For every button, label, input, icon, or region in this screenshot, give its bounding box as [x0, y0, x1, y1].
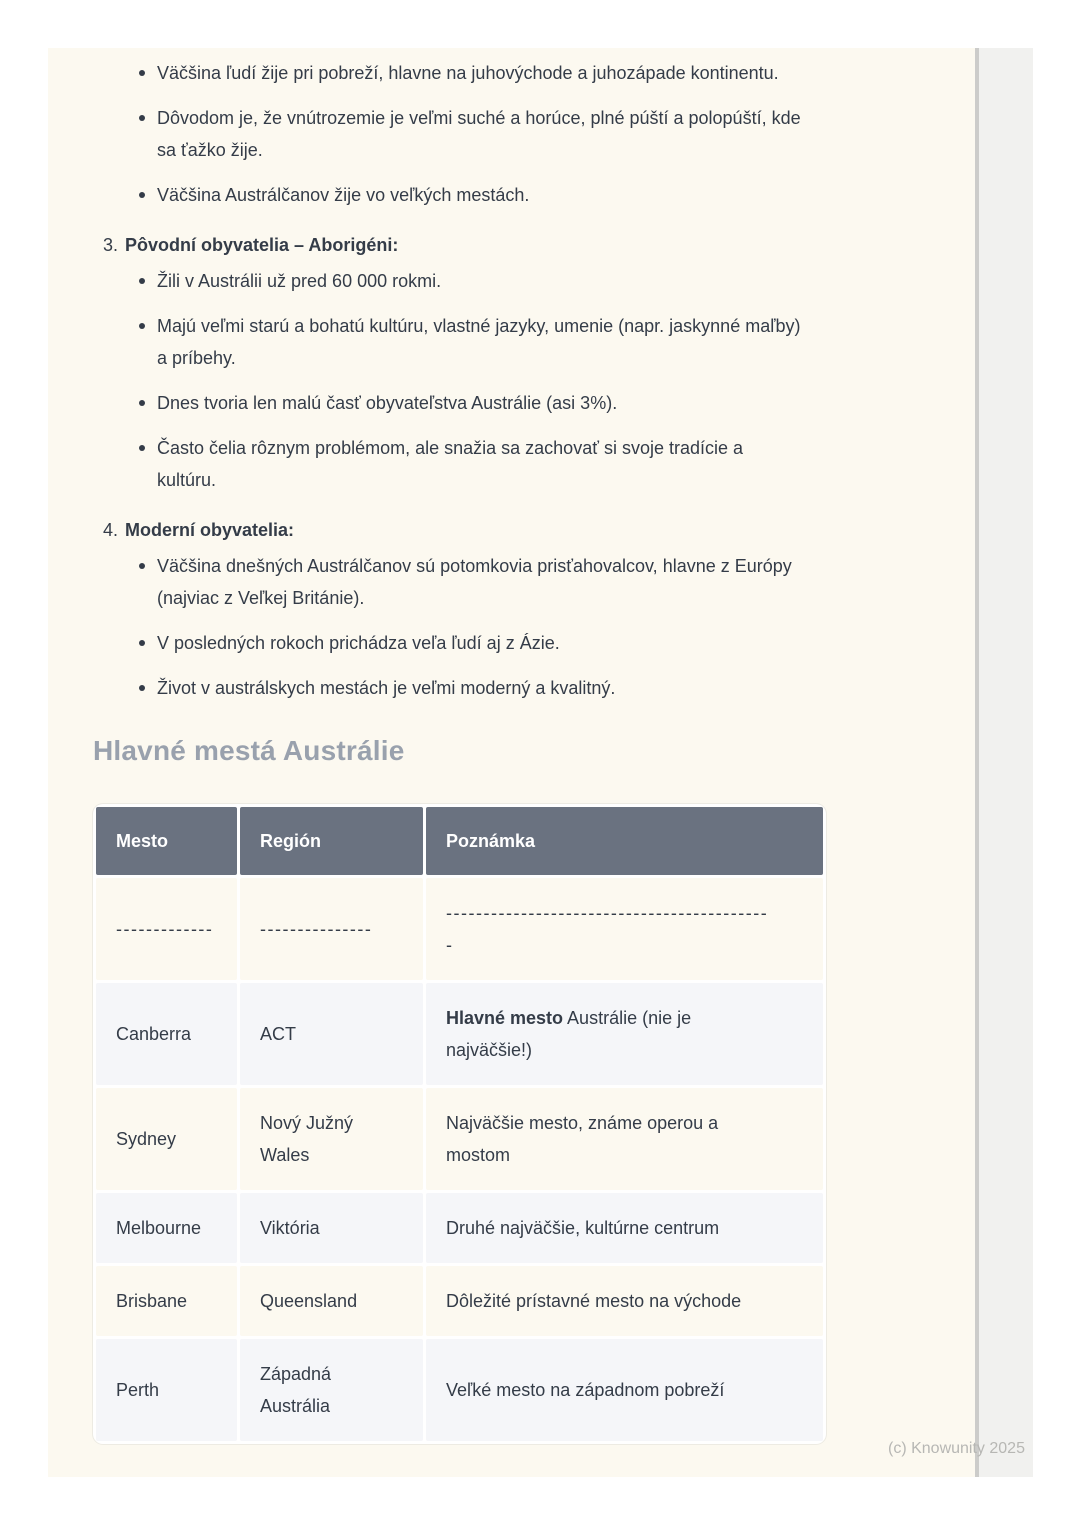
- bullet-item: [93, 57, 807, 89]
- bullet-item: [93, 310, 807, 374]
- bullet-item: [93, 432, 807, 496]
- bullet-icon: [139, 278, 145, 284]
- bullet-text: Väčšina Austrálčanov žije vo veľkých mestách.: [157, 185, 530, 205]
- bullet-icon: [139, 640, 145, 646]
- section-heading-modern: [93, 514, 930, 546]
- cell-region: Viktória: [240, 1193, 423, 1263]
- section-title: Pôvodní obyvatelia – Aborigéni:: [125, 235, 399, 255]
- section-heading-aborigines: [93, 229, 930, 261]
- section-aborigines-bullet-list: [93, 265, 807, 496]
- table-row-sydney: [96, 1088, 823, 1190]
- document-page: [48, 48, 975, 1477]
- section-modern-bullet-list: [93, 550, 807, 704]
- bullet-icon: [139, 563, 145, 569]
- bullet-text: Dnes tvoria len malú časť obyvateľstva Austrálie (asi 3%).: [157, 393, 618, 413]
- cities-heading: Hlavné mestá Austrálie: [93, 735, 405, 766]
- cell-region: ACT: [240, 983, 423, 1085]
- note-bold-text: Hlavné mesto: [446, 1008, 564, 1028]
- bullet-icon: [139, 115, 145, 121]
- table-row-perth: [96, 1339, 823, 1441]
- separator-cell: ---------------: [240, 878, 423, 980]
- note-text: Austrálie (nie je najväčšie!): [446, 1008, 692, 1060]
- bullet-item: [93, 550, 807, 614]
- cell-region: Queensland: [240, 1266, 423, 1336]
- section-number: 3.: [103, 235, 119, 255]
- section-title: Moderní obyvatelia:: [125, 520, 295, 540]
- cities-table: [93, 804, 826, 1444]
- scrollbar-track[interactable]: [975, 48, 1033, 1477]
- table-row-canberra: [96, 983, 823, 1085]
- bullet-item: [93, 102, 807, 166]
- intro-bullet-list: [93, 57, 807, 211]
- table-row-melbourne: [96, 1193, 823, 1263]
- column-header-region: Región: [240, 807, 423, 875]
- bullet-text: Väčšina dnešných Austrálčanov sú potomkovia prisťahovalcov, hlavne z Európy (najviac z Veľkej Británie).: [157, 556, 792, 608]
- cell-poznamka: Najväčšie mesto, známe operou a mostom: [426, 1088, 823, 1190]
- cell-mesto: Sydney: [96, 1088, 237, 1190]
- bullet-icon: [139, 445, 145, 451]
- bullet-item: [93, 179, 807, 211]
- bullet-icon: [139, 70, 145, 76]
- cell-poznamka: [426, 983, 823, 1085]
- bullet-text: Žili v Austrálii už pred 60 000 rokmi.: [157, 271, 442, 291]
- bullet-text: Majú veľmi starú a bohatú kultúru, vlastné jazyky, umenie (napr. jaskynné maľby) a príbehy.: [157, 316, 801, 368]
- bullet-icon: [139, 400, 145, 406]
- table-header-row: [96, 807, 823, 875]
- table-row-brisbane: [96, 1266, 823, 1336]
- cell-mesto: Perth: [96, 1339, 237, 1441]
- cell-poznamka: Druhé najväčšie, kultúrne centrum: [426, 1193, 823, 1263]
- cell-region: Nový Južný Wales: [240, 1088, 423, 1190]
- bullet-text: Dôvodom je, že vnútrozemie je veľmi suché a horúce, plné púští a polopúští, kde sa ťažko žije.: [157, 108, 801, 160]
- bullet-text: Život v austrálskych mestách je veľmi moderný a kvalitný.: [157, 678, 616, 698]
- cell-mesto: Melbourne: [96, 1193, 237, 1263]
- separator-row: [96, 878, 823, 980]
- cities-table-container: [93, 804, 826, 1444]
- bullet-text: V posledných rokoch prichádza veľa ľudí aj z Ázie.: [157, 633, 560, 653]
- cell-poznamka: Dôležité prístavné mesto na východe: [426, 1266, 823, 1336]
- bullet-text: Väčšina ľudí žije pri pobreží, hlavne na juhovýchode a juhozápade kontinentu.: [157, 63, 779, 83]
- bullet-icon: [139, 323, 145, 329]
- bullet-item: [93, 265, 807, 297]
- separator-cell: -------------: [96, 878, 237, 980]
- bullet-icon: [139, 192, 145, 198]
- watermark: (c) Knowunity 2025: [888, 1440, 1025, 1457]
- bullet-item: [93, 387, 807, 419]
- column-header-poznamka: Poznámka: [426, 807, 823, 875]
- cell-poznamka: Veľké mesto na západnom pobreží: [426, 1339, 823, 1441]
- bullet-icon: [139, 685, 145, 691]
- cell-mesto: Brisbane: [96, 1266, 237, 1336]
- section-number: 4.: [103, 520, 119, 540]
- bullet-item: [93, 672, 807, 704]
- bullet-text: Často čelia rôznym problémom, ale snažia sa zachovať si svoje tradície a kultúru.: [157, 438, 744, 490]
- bullet-item: [93, 627, 807, 659]
- separator-cell: --------------------------------------------: [426, 878, 823, 980]
- cell-region: Západná Austrália: [240, 1339, 423, 1441]
- column-header-mesto: Mesto: [96, 807, 237, 875]
- cell-mesto: Canberra: [96, 983, 237, 1085]
